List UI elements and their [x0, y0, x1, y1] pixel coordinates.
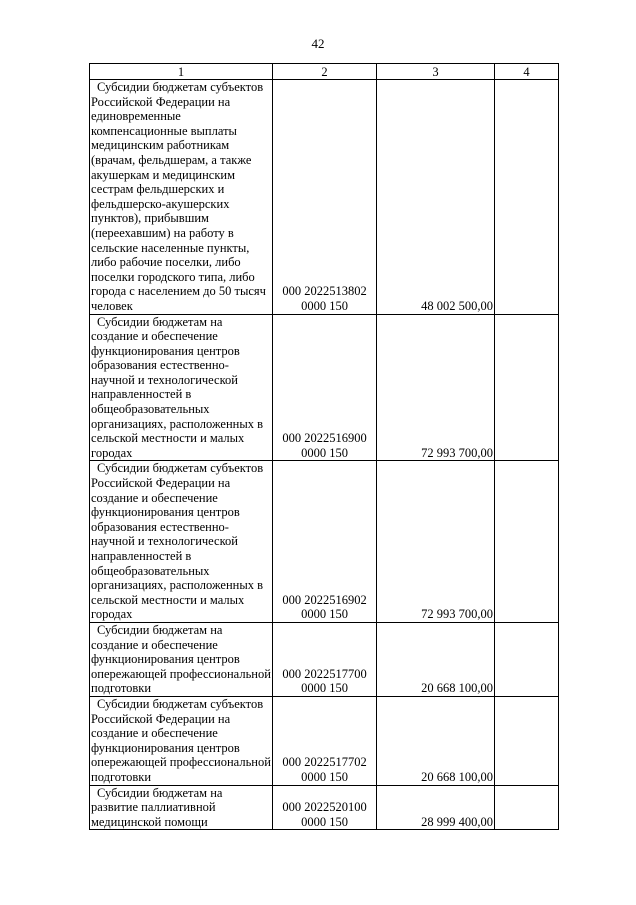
row-amount-cell: 20 668 100,00: [377, 696, 495, 785]
row-code-line-1: 000 2022517700: [282, 666, 367, 681]
table-header-row: [90, 64, 559, 80]
column-header-2: 2: [273, 64, 377, 80]
table-row: [90, 314, 559, 461]
row-code-line-1: 000 2022516900: [282, 431, 367, 446]
row-name-text: Субсидии бюджетам субъектов Российской Федерации на создание и обеспечение функционирования центров опережающей профессиональной подготовки: [91, 696, 271, 784]
row-name-text: Субсидии бюджетам на создание и обеспечение функционирования центров опережающей профессиональной подготовки: [91, 622, 271, 696]
row-name-cell: [90, 314, 273, 461]
row-code-cell: [273, 314, 377, 461]
row-amount-cell: 48 002 500,00: [377, 80, 495, 315]
row-code-cell: [273, 785, 377, 830]
row-code-line-1: 000 2022520100: [282, 800, 367, 815]
row-amount-cell: 72 993 700,00: [377, 461, 495, 623]
row-col4-cell: [495, 785, 559, 830]
row-code-line-2: 0000 150: [301, 769, 348, 784]
row-name-cell: [90, 622, 273, 696]
row-name-cell: [90, 461, 273, 623]
table-row: [90, 696, 559, 785]
row-code-cell: [273, 696, 377, 785]
column-header-3: 3: [377, 64, 495, 80]
row-code-cell: [273, 461, 377, 623]
row-name-text: Субсидии бюджетам на развитие паллиативной медицинской помощи: [91, 785, 223, 829]
table-row: [90, 785, 559, 830]
row-col4-cell: [495, 461, 559, 623]
table-row: [90, 622, 559, 696]
row-col4-cell: [495, 80, 559, 315]
table-row: [90, 80, 559, 315]
row-code-line-1: 000 2022516902: [282, 592, 367, 607]
row-name-text: Субсидии бюджетам субъектов Российской Федерации на единовременные компенсационные выплаты медицинским работникам (врачам, фельдшерам, а также акушеркам и медицинским сестрам фельдшерских и фельдшерско-акушерских пунктов), прибывшим (переехавшим) на работу в сельские населенные пункты, либо рабочие поселки, либо поселки городского типа, либо города с населением до 50 тысяч человек: [91, 80, 266, 313]
row-code-line-1: 000 2022517702: [282, 755, 367, 770]
row-code-cell: [273, 80, 377, 315]
row-code-cell: [273, 622, 377, 696]
row-amount-cell: 28 999 400,00: [377, 785, 495, 830]
row-name-text: Субсидии бюджетам на создание и обеспечение функционирования центров образования естественно-научной и технологической направленностей в общеобразовательных организациях, расположенных в сельской местности и малых городах: [91, 314, 264, 460]
row-code-line-2: 0000 150: [301, 298, 348, 313]
page-number: 42: [311, 36, 325, 51]
row-code-line-2: 0000 150: [301, 607, 348, 622]
row-name-cell: [90, 80, 273, 315]
column-header-1: 1: [90, 64, 273, 80]
row-code-line-2: 0000 150: [301, 681, 348, 696]
budget-table: [89, 63, 559, 830]
row-code-line-1: 000 2022513802: [282, 284, 367, 299]
row-name-cell: [90, 785, 273, 830]
row-col4-cell: [495, 696, 559, 785]
column-header-4: 4: [495, 64, 559, 80]
row-code-line-2: 0000 150: [301, 814, 348, 829]
row-col4-cell: [495, 314, 559, 461]
row-code-line-2: 0000 150: [301, 445, 348, 460]
row-amount-cell: 20 668 100,00: [377, 622, 495, 696]
row-col4-cell: [495, 622, 559, 696]
table-row: [90, 461, 559, 623]
row-name-cell: [90, 696, 273, 785]
row-name-text: Субсидии бюджетам субъектов Российской Федерации на создание и обеспечение функционирования центров образования естественно-научной и технологической направленностей в общеобразовательных организациях, расположенных в сельской местности и малых городах: [91, 461, 264, 622]
row-amount-cell: 72 993 700,00: [377, 314, 495, 461]
